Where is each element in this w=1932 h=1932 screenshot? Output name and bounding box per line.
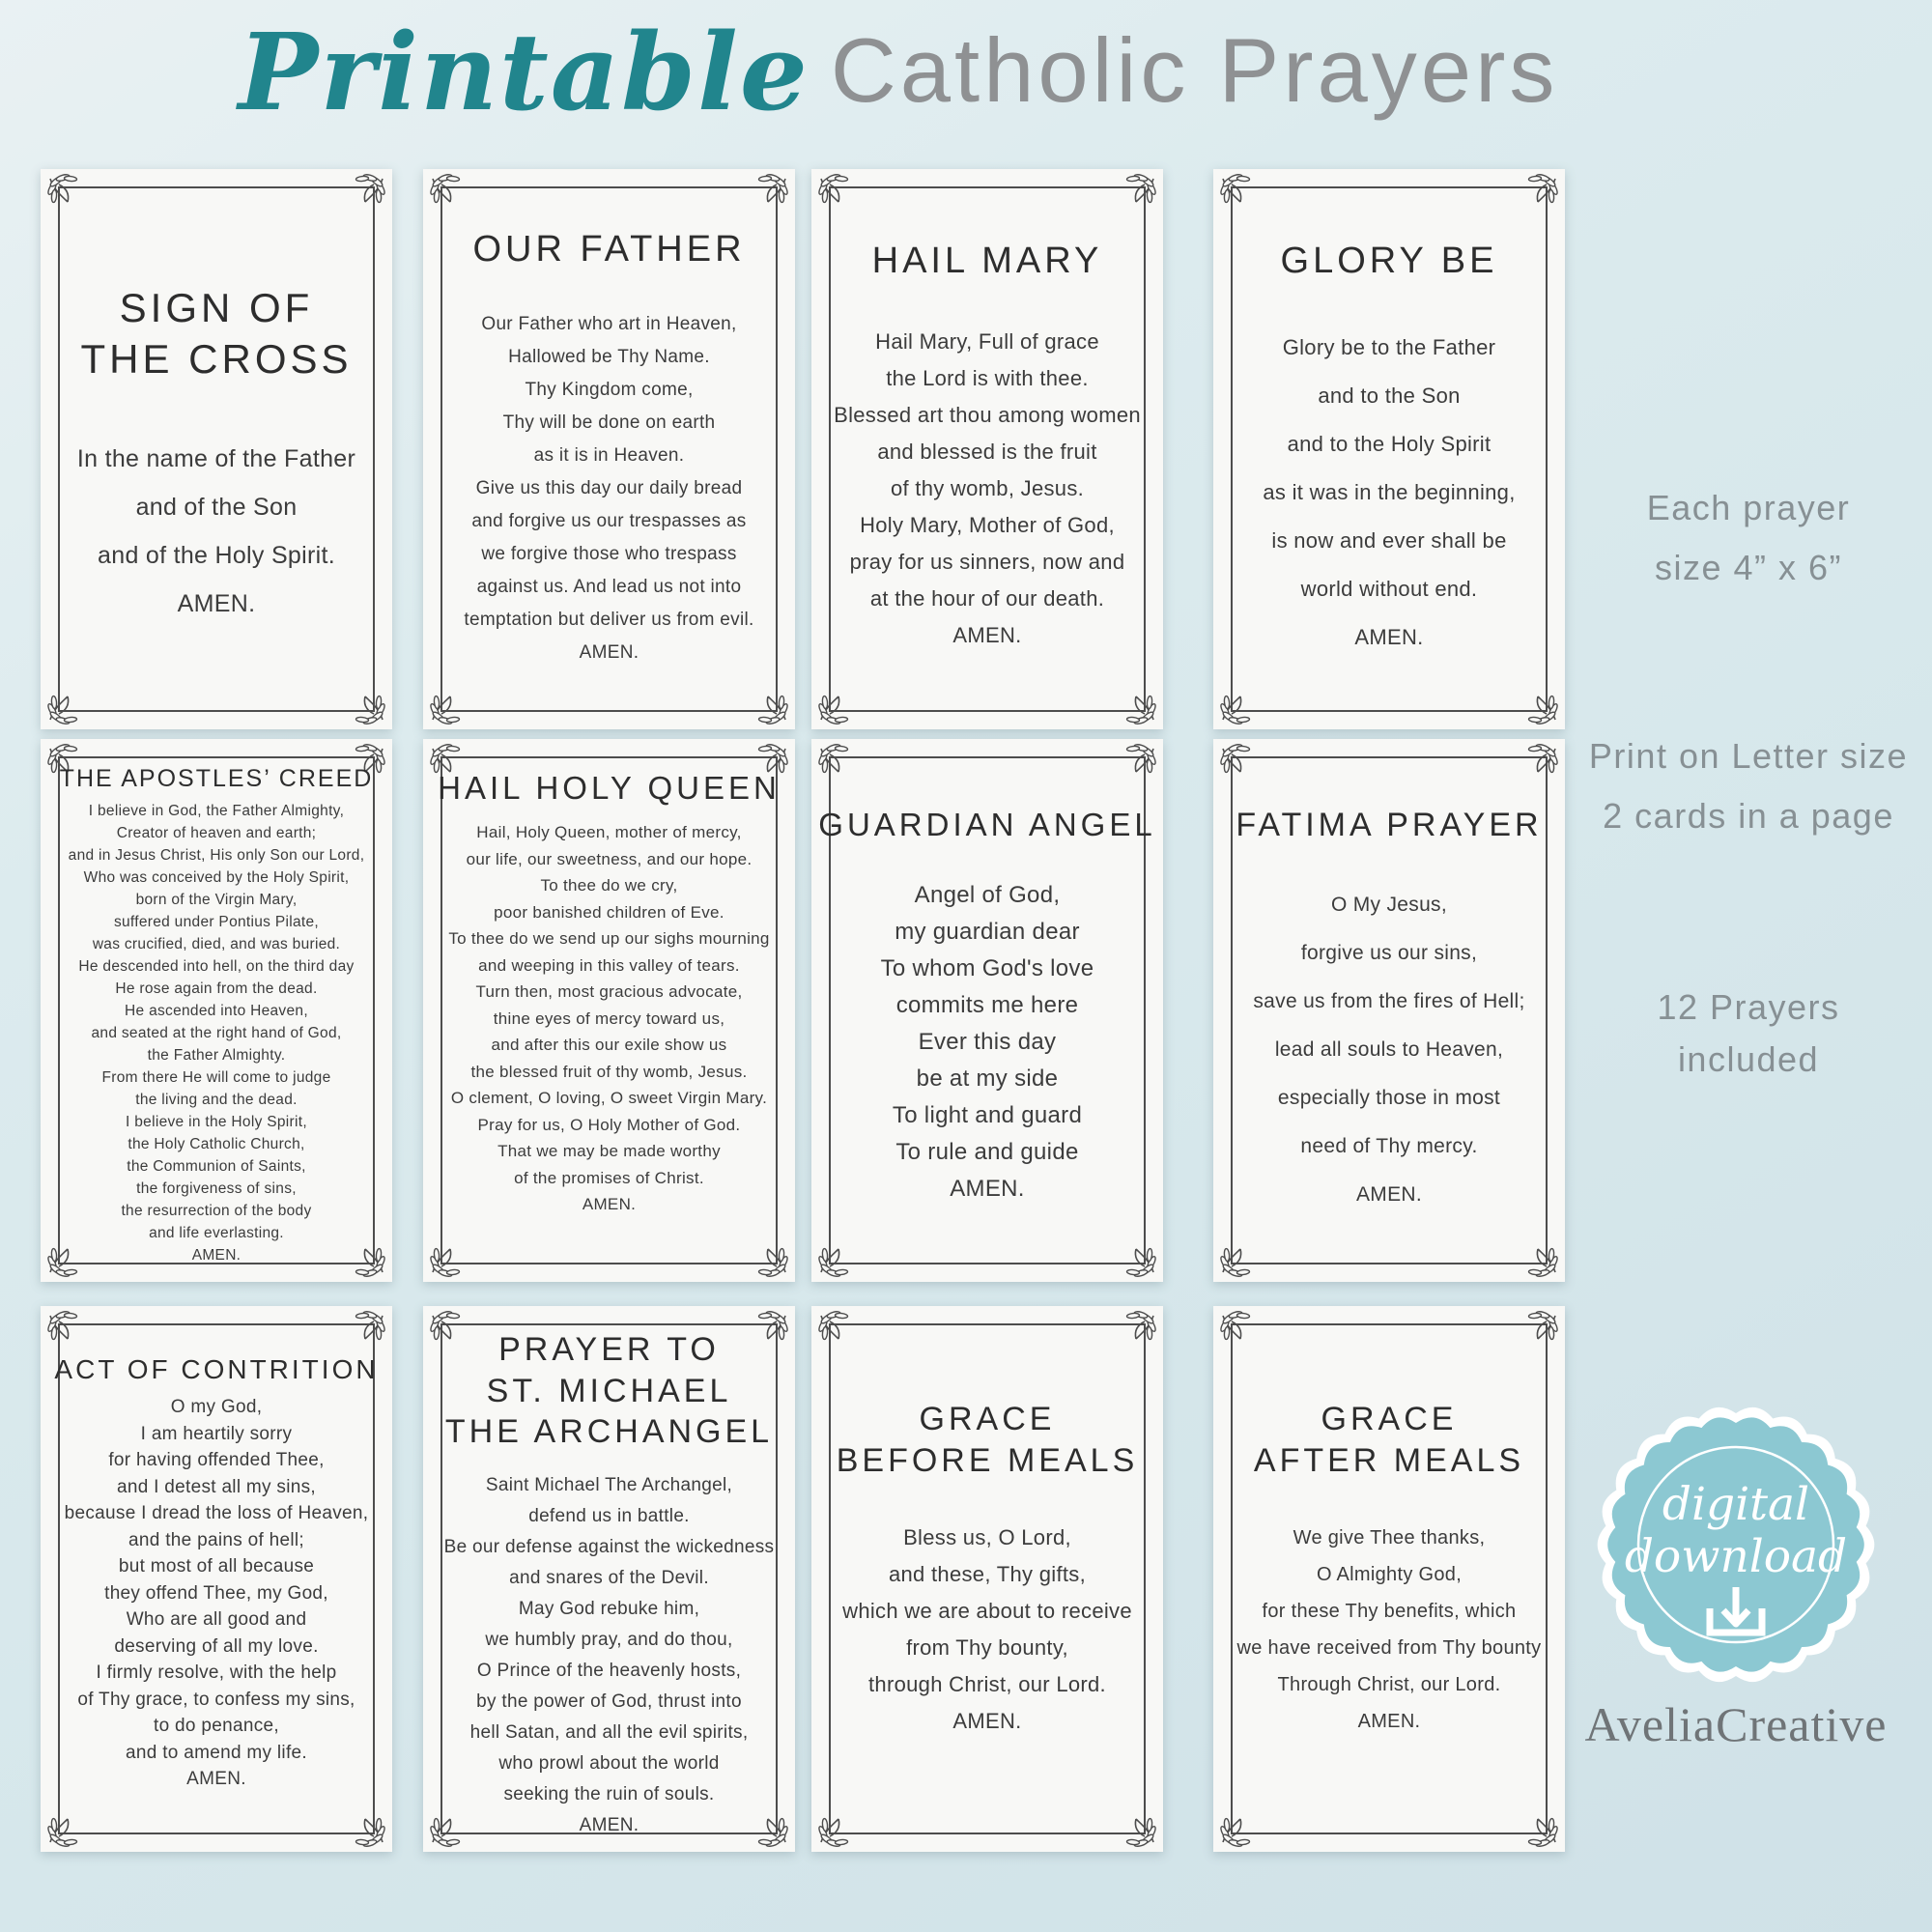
prayer-line: deserving of all my love. (114, 1635, 319, 1657)
prayer-line: To light and guard (892, 1102, 1083, 1129)
prayer-line: the living and the dead. (135, 1092, 298, 1109)
card-title-line: GRACE (919, 1401, 1056, 1437)
prayer-line: suffered under Pontius Pilate, (113, 914, 320, 931)
leaf-sprig-ornament-icon (815, 1792, 871, 1848)
prayer-line: because I dread the loss of Heaven, (64, 1503, 369, 1523)
prayer-line: and snares of the Devil. (509, 1567, 709, 1588)
card-title (811, 805, 1163, 844)
leaf-sprig-ornament-icon (1103, 743, 1159, 799)
leaf-sprig-ornament-icon (332, 669, 388, 725)
prayer-line: and to amend my life. (126, 1742, 307, 1763)
prayer-line: and in Jesus Christ, His only Son our Lord, (68, 847, 365, 865)
note-line: size 4” x 6” (1654, 548, 1843, 587)
prayer-line: and the pains of hell; (128, 1529, 304, 1550)
digital-download-badge (1591, 1400, 1881, 1690)
card-title (1213, 1399, 1565, 1481)
prayer-line: O clement, O loving, O sweet Virgin Mary. (450, 1089, 768, 1108)
leaf-sprig-ornament-icon (332, 1792, 388, 1848)
prayer-line: AMEN. (1357, 1711, 1421, 1732)
card-title (1213, 805, 1565, 846)
prayer-line: of Thy grace, to confess my sins, (77, 1689, 355, 1710)
prayer-line: Ever this day (918, 1029, 1057, 1056)
card-title-line: AFTER MEALS (1253, 1441, 1525, 1479)
leaf-sprig-ornament-icon (735, 173, 791, 229)
prayer-line: We give Thee thanks, (1293, 1527, 1486, 1548)
prayer-line: which we are about to receive (842, 1599, 1132, 1623)
prayer-line: He descended into hell, on the third day (78, 958, 355, 976)
prayer-line: the Holy Catholic Church, (128, 1136, 305, 1153)
leaf-sprig-ornament-icon (1103, 669, 1159, 725)
leaf-sprig-ornament-icon (1505, 669, 1561, 725)
leaf-sprig-ornament-icon (1103, 1792, 1159, 1848)
prayer-line: the forgiveness of sins, (136, 1180, 297, 1198)
prayer-line: seeking the ruin of souls. (503, 1783, 715, 1804)
leaf-sprig-ornament-icon (1217, 669, 1273, 725)
prayer-card-glory-be (1213, 169, 1565, 729)
prayer-line: the blessed fruit of thy womb, Jesus. (470, 1062, 748, 1081)
prayer-line: and these, Thy gifts, (888, 1562, 1086, 1586)
leaf-sprig-ornament-icon (1217, 1222, 1273, 1278)
prayer-line: Who was conceived by the Holy Spirit, (83, 869, 350, 887)
prayer-text (1213, 1520, 1565, 1740)
prayer-line: was crucified, died, and was buried. (92, 936, 341, 953)
prayer-line: we forgive those who trespass (481, 543, 737, 564)
leaf-sprig-ornament-icon (1505, 1222, 1561, 1278)
note-line: Print on Letter size (1588, 736, 1909, 776)
prayer-line: To thee do we send up our sighs mourning (448, 929, 770, 949)
prayer-line: O my God, (170, 1397, 263, 1417)
prayer-line: Hail, Holy Queen, mother of mercy, (476, 823, 742, 842)
prayer-line: and forgive us our trespasses as (471, 510, 747, 531)
prayer-line: O My Jesus, (1331, 893, 1447, 916)
prayer-line: AMEN. (186, 1769, 246, 1789)
card-title-line: ACT OF CONTRITION (54, 1354, 379, 1384)
prayer-line: as it is in Heaven. (533, 444, 685, 466)
prayer-card-hail-holy-queen (423, 739, 795, 1282)
prayer-line: and to the Holy Spirit (1287, 431, 1492, 456)
prayer-line: and I detest all my sins, (116, 1476, 317, 1497)
prayer-text (811, 324, 1163, 654)
prayer-line: through Christ, our Lord. (868, 1672, 1106, 1696)
leaf-sprig-ornament-icon (1505, 743, 1561, 799)
leaf-sprig-ornament-icon (735, 669, 791, 725)
prayer-text (41, 435, 392, 628)
prayer-line: for these Thy benefits, which (1262, 1601, 1517, 1622)
prayer-line: Bless us, O Lord, (903, 1525, 1071, 1549)
prayer-text (41, 800, 392, 1266)
prayer-card-sign-of-the-cross (41, 169, 392, 729)
card-title-line: GLORY BE (1280, 241, 1498, 281)
prayer-line: pray for us sinners, now and (849, 549, 1125, 574)
card-title (423, 1329, 795, 1453)
prayer-line: who prowl about the world (498, 1752, 720, 1774)
card-title-line: THE CROSS (80, 335, 353, 382)
shop-credit: AveliaCreative (1584, 1697, 1888, 1751)
card-title-line: HAIL HOLY QUEEN (438, 770, 781, 806)
leaf-sprig-ornament-icon (332, 173, 388, 229)
prayer-line: Creator of heaven and earth; (116, 825, 317, 842)
note-line: included (1677, 1039, 1820, 1079)
prayer-line: born of the Virgin Mary, (135, 892, 298, 909)
note-line: Each prayer (1646, 488, 1851, 527)
prayer-line: as it was in the beginning, (1263, 479, 1516, 504)
leaf-sprig-ornament-icon (1103, 173, 1159, 229)
prayer-card-hail-mary (811, 169, 1163, 729)
prayer-line: Saint Michael The Archangel, (485, 1474, 733, 1495)
note-line: 2 cards in a page (1603, 796, 1894, 836)
prayer-line: thine eyes of mercy toward us, (493, 1009, 725, 1028)
card-title (41, 283, 392, 384)
card-title-line: PRAYER TO (498, 1331, 720, 1368)
leaf-sprig-ornament-icon (815, 669, 871, 725)
prayer-line: at the hour of our death. (869, 585, 1105, 611)
prayer-line: Hail Mary, Full of grace (875, 328, 1099, 354)
leaf-sprig-ornament-icon (815, 1222, 871, 1278)
prayer-line: AMEN. (579, 1814, 639, 1835)
prayer-line: forgive us our sins, (1300, 941, 1478, 964)
prayer-card-our-father (423, 169, 795, 729)
prayer-text (423, 1470, 795, 1841)
leaf-sprig-ornament-icon (1217, 173, 1273, 229)
prayer-line: Through Christ, our Lord. (1277, 1674, 1501, 1695)
prayer-line: and seated at the right hand of God, (91, 1025, 342, 1042)
prayer-line: my guardian dear (895, 919, 1080, 946)
prayer-line: world without end. (1300, 576, 1478, 601)
prayer-card-apostles-creed (41, 739, 392, 1282)
leaf-sprig-ornament-icon (735, 1222, 791, 1278)
prayer-line: Blessed art thou among women (834, 402, 1141, 427)
prayer-line: I believe in God, the Father Almighty, (88, 803, 345, 820)
prayer-line: our life, our sweetness, and our hope. (466, 849, 753, 868)
prayer-line: Glory be to the Father (1282, 334, 1496, 359)
prayer-line: O Almighty God, (1316, 1564, 1463, 1585)
prayer-line: AMEN. (950, 1176, 1025, 1203)
prayer-line: Pray for us, O Holy Mother of God. (477, 1115, 741, 1134)
card-title-line: FATIMA PRAYER (1236, 807, 1543, 843)
leaf-sprig-ornament-icon (1505, 1792, 1561, 1848)
prayer-text (423, 819, 795, 1218)
card-title-line: SIGN OF (119, 285, 314, 330)
prayer-line: especially those in most (1277, 1086, 1501, 1109)
leaf-sprig-ornament-icon (1505, 1310, 1561, 1366)
prayer-line: and blessed is the fruit (877, 439, 1097, 464)
prayer-line: Hallowed be Thy Name. (508, 346, 710, 367)
prayer-line: AMEN. (191, 1247, 242, 1264)
card-title-line: GUARDIAN ANGEL (818, 807, 1156, 842)
prayer-line: is now and ever shall be (1271, 527, 1507, 553)
leaf-sprig-ornament-icon (44, 669, 100, 725)
prayer-line: To whom God's love (880, 955, 1094, 982)
leaf-sprig-ornament-icon (427, 173, 483, 229)
prayer-line: AMEN. (1355, 1182, 1422, 1206)
prayer-line: need of Thy mercy. (1300, 1134, 1478, 1157)
prayer-line: they offend Thee, my God, (104, 1582, 328, 1604)
prayer-line: the Father Almighty. (147, 1047, 286, 1065)
leaf-sprig-ornament-icon (427, 669, 483, 725)
prayer-line: In the name of the Father (76, 445, 356, 472)
prayer-line: Be our defense against the wickedness (443, 1536, 775, 1557)
prayer-line: commits me here (895, 992, 1079, 1019)
card-title-line: GRACE (1321, 1401, 1458, 1437)
prayer-line: He ascended into Heaven, (125, 1003, 308, 1020)
prayer-line: we humbly pray, and do thou, (485, 1629, 733, 1650)
prayer-line: To rule and guide (895, 1139, 1079, 1166)
prayer-line: Thy Kingdom come, (525, 379, 694, 400)
prayer-line: for having offended Thee, (108, 1450, 325, 1470)
card-title (41, 764, 392, 794)
prayer-line: from Thy bounty, (906, 1635, 1068, 1660)
leaf-sprig-ornament-icon (44, 173, 100, 229)
prayer-line: poor banished children of Eve. (494, 902, 724, 922)
prayer-line: Who are all good and (126, 1609, 307, 1630)
note-prayers-included (1575, 981, 1922, 1086)
card-title-line: THE APOSTLES’ CREED (59, 765, 374, 792)
note-prayer-size (1575, 478, 1922, 598)
prayer-card-act-of-contrition (41, 1306, 392, 1852)
card-title-line: BEFORE MEALS (836, 1441, 1139, 1479)
prayer-card-grace-before-meals (811, 1306, 1163, 1852)
prayer-card-guardian-angel (811, 739, 1163, 1282)
leaf-sprig-ornament-icon (1505, 173, 1561, 229)
prayer-line: AMEN. (579, 641, 639, 663)
prayer-line: Our Father who art in Heaven, (481, 313, 737, 334)
prayer-text (1213, 881, 1565, 1219)
card-title-line: ST. MICHAEL (486, 1372, 732, 1409)
prayer-text (423, 308, 795, 669)
page-title-script-word: Printable (238, 10, 810, 134)
prayer-line: of the promises of Christ. (514, 1168, 704, 1187)
prayer-line: From there He will come to judge (101, 1069, 331, 1087)
prayer-card-prayer-to-st-michael (423, 1306, 795, 1852)
prayer-line: lead all souls to Heaven, (1274, 1037, 1504, 1061)
badge-word-download: download (1624, 1530, 1848, 1583)
prayer-line: I believe in the Holy Spirit, (126, 1114, 307, 1131)
prayer-line: against us. And lead us not into (476, 576, 742, 597)
prayer-line: AMEN. (582, 1195, 637, 1214)
card-title (811, 239, 1163, 285)
prayer-text (811, 877, 1163, 1208)
page-title-rest: Catholic Prayers (830, 19, 1559, 121)
card-title (41, 1352, 392, 1386)
card-title (1213, 239, 1565, 285)
prayer-line: Give us this day our daily bread (475, 477, 743, 498)
page-title (0, 10, 1797, 134)
leaf-sprig-ornament-icon (1103, 1222, 1159, 1278)
prayer-line: be at my side (916, 1065, 1059, 1093)
prayer-line: the Lord is with thee. (886, 365, 1089, 390)
leaf-sprig-ornament-icon (1217, 743, 1273, 799)
prayer-line: AMEN. (952, 1709, 1022, 1733)
prayer-line: of thy womb, Jesus. (890, 475, 1085, 500)
prayer-line: AMEN. (1354, 624, 1424, 649)
card-title (811, 1399, 1163, 1481)
prayer-line: Holy Mary, Mother of God, (860, 512, 1115, 537)
prayer-line: AMEN. (952, 622, 1022, 647)
note-print-letter (1575, 726, 1922, 846)
badge-word-digital: digital (1662, 1478, 1810, 1531)
card-title-line: HAIL MARY (871, 241, 1103, 281)
leaf-sprig-ornament-icon (1217, 1310, 1273, 1366)
card-title-line: OUR FATHER (472, 229, 746, 270)
prayer-text (1213, 324, 1565, 662)
leaf-sprig-ornament-icon (1217, 1792, 1273, 1848)
prayer-line: Thy will be done on earth (502, 412, 716, 433)
leaf-sprig-ornament-icon (815, 743, 871, 799)
prayer-line: hell Satan, and all the evil spirits, (469, 1721, 749, 1743)
prayer-line: but most of all because (118, 1556, 315, 1577)
card-title (423, 227, 795, 273)
leaf-sprig-ornament-icon (1103, 1310, 1159, 1366)
prayer-card-fatima-prayer (1213, 739, 1565, 1282)
prayer-line: O Prince of the heavenly hosts, (476, 1660, 742, 1681)
prayer-line: AMEN. (177, 590, 256, 617)
prayer-line: and after this our exile show us (491, 1036, 727, 1055)
prayer-line: to do penance, (154, 1716, 279, 1736)
prayer-line: the resurrection of the body (121, 1203, 312, 1220)
prayer-line: save us from the fires of Hell; (1253, 989, 1525, 1012)
prayer-line: and to the Son (1318, 383, 1461, 408)
prayer-line: To thee do we cry, (540, 876, 678, 895)
prayer-line: May God rebuke him, (518, 1598, 700, 1619)
prayer-line: That we may be made worthy (497, 1142, 721, 1161)
prayer-line: He rose again from the dead. (115, 980, 318, 998)
leaf-sprig-ornament-icon (427, 1222, 483, 1278)
prayer-text (41, 1394, 392, 1793)
leaf-sprig-ornament-icon (815, 1310, 871, 1366)
prayer-line: and of the Holy Spirit. (98, 542, 335, 569)
leaf-sprig-ornament-icon (815, 173, 871, 229)
prayer-card-grace-after-meals (1213, 1306, 1565, 1852)
prayer-line: Angel of God, (914, 882, 1061, 909)
prayer-line: Turn then, most gracious advocate, (475, 982, 743, 1002)
prayer-line: I firmly resolve, with the help (96, 1662, 337, 1683)
prayer-line: defend us in battle. (528, 1505, 690, 1526)
prayer-line: we have received from Thy bounty (1236, 1637, 1542, 1659)
prayer-line: and life everlasting. (149, 1225, 284, 1242)
card-title (423, 768, 795, 808)
prayer-line: the Communion of Saints, (127, 1158, 306, 1176)
leaf-sprig-ornament-icon (44, 1792, 100, 1848)
prayer-line: temptation but deliver us from evil. (464, 609, 754, 630)
prayer-line: by the power of God, thrust into (476, 1690, 742, 1712)
prayer-line: I am heartily sorry (140, 1423, 293, 1444)
card-title-line: THE ARCHANGEL (444, 1413, 774, 1450)
prayer-text (811, 1520, 1163, 1740)
prayer-line: and of the Son (135, 494, 298, 521)
note-line: 12 Prayers (1657, 987, 1840, 1027)
prayer-line: and weeping in this valley of tears. (478, 955, 740, 975)
